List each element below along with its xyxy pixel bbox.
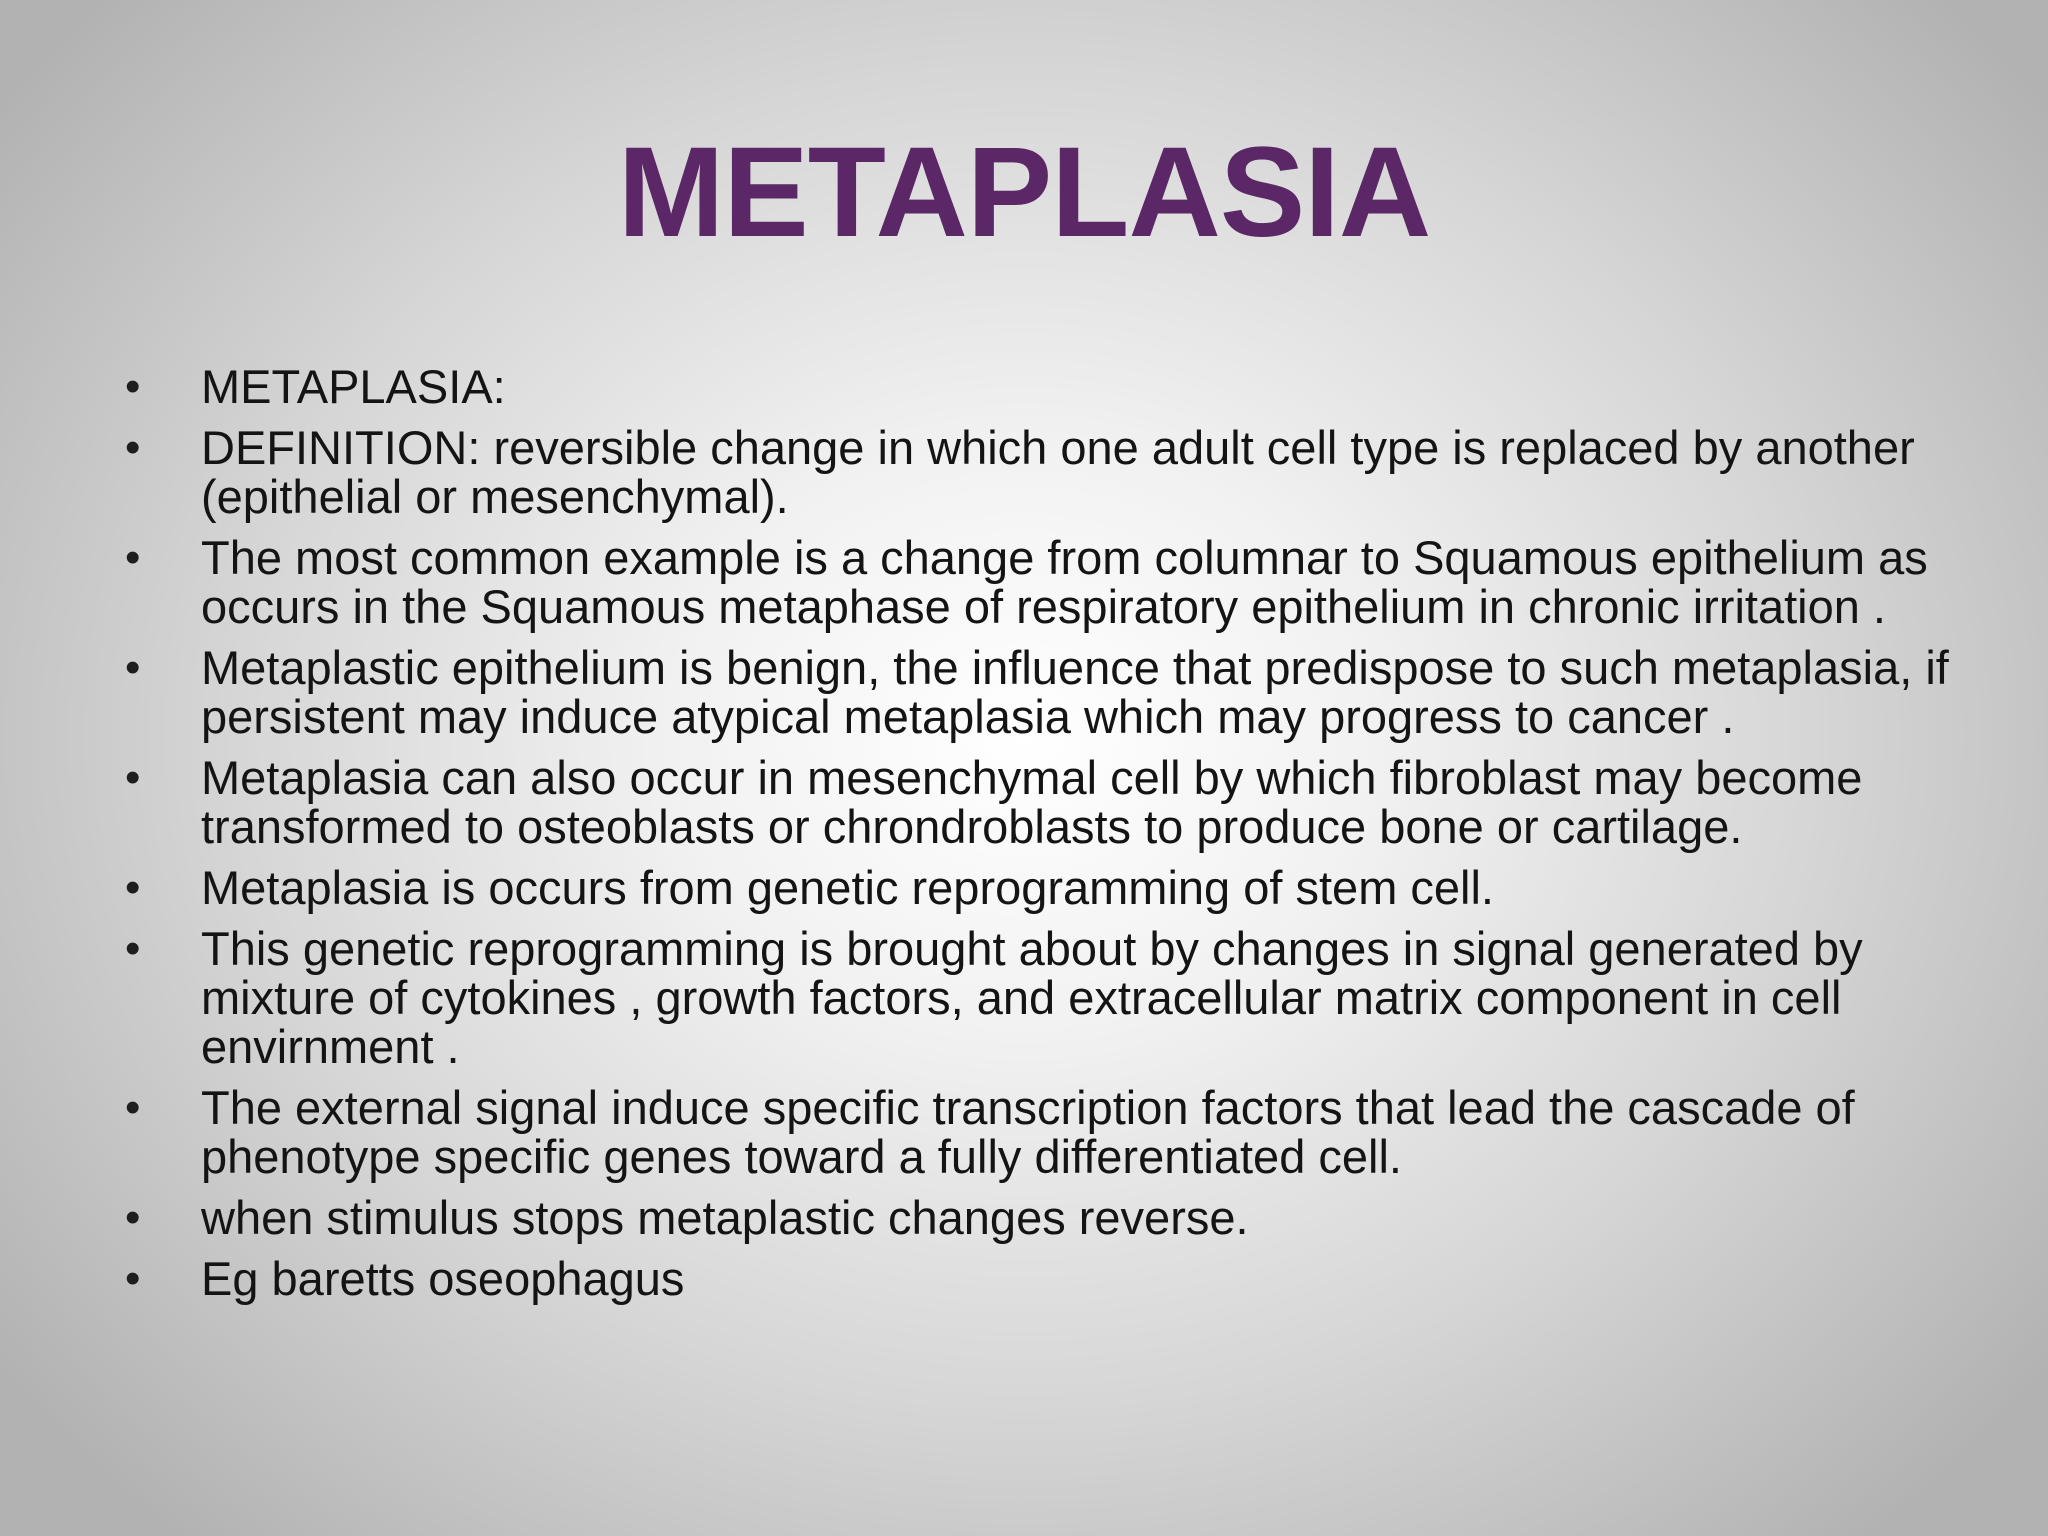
bullet-point-icon: • (125, 362, 141, 411)
bullet-item (125, 1254, 2005, 1303)
bullet-text: Metaplasia is occurs from genetic reprogramming of stem cell. (201, 861, 1494, 914)
bullet-item (125, 362, 2005, 411)
bullet-point-icon: • (125, 924, 141, 973)
bullet-text: DEFINITION: reversible change in which one adult cell type is replaced by another (epithelial or mesenchymal). (201, 421, 1915, 523)
bullet-text: Metaplasia can also occur in mesenchymal cell by which fibroblast may become transformed to osteoblasts or chrondroblasts to produce bone or cartilage. (201, 751, 1863, 853)
bullet-text: METAPLASIA: (201, 360, 506, 413)
bullet-text: Metaplastic epithelium is benign, the influence that predispose to such metaplasia, if persistent may induce atypical metaplasia which may progress to cancer . (201, 641, 1949, 743)
bullet-item (125, 863, 2005, 912)
bullet-text: This genetic reprogramming is brought about by changes in signal generated by mixture of cytokines , growth factors, and extracellular matrix component in cell envirnment . (201, 922, 1863, 1073)
bullet-text: Eg baretts oseophagus (201, 1252, 685, 1305)
slide-title: METAPLASIA (617, 121, 1431, 264)
bullet-item (125, 533, 2005, 631)
bullet-item (125, 423, 2005, 521)
bullet-text: The most common example is a change from columnar to Squamous epithelium as occurs in the Squamous metaphase of respiratory epithelium in chronic irritation . (201, 531, 1928, 633)
bullet-point-icon: • (125, 753, 141, 802)
bullet-item (125, 924, 2005, 1071)
bullet-point-icon: • (125, 863, 141, 912)
bullet-point-icon: • (125, 423, 141, 472)
bullet-point-icon: • (125, 643, 141, 692)
bullet-item (125, 643, 2005, 741)
bullet-item (125, 753, 2005, 851)
bullet-item (125, 1083, 2005, 1181)
bullet-point-icon: • (125, 533, 141, 582)
bullet-point-icon: • (125, 1254, 141, 1303)
bullet-item (125, 1193, 2005, 1242)
bullet-text: The external signal induce specific transcription factors that lead the cascade of phenotype specific genes toward a fully differentiated cell. (201, 1081, 1855, 1183)
bullet-list (125, 362, 2005, 1315)
bullet-text: when stimulus stops metaplastic changes reverse. (201, 1191, 1249, 1244)
bullet-point-icon: • (125, 1193, 141, 1242)
bullet-point-icon: • (125, 1083, 141, 1132)
